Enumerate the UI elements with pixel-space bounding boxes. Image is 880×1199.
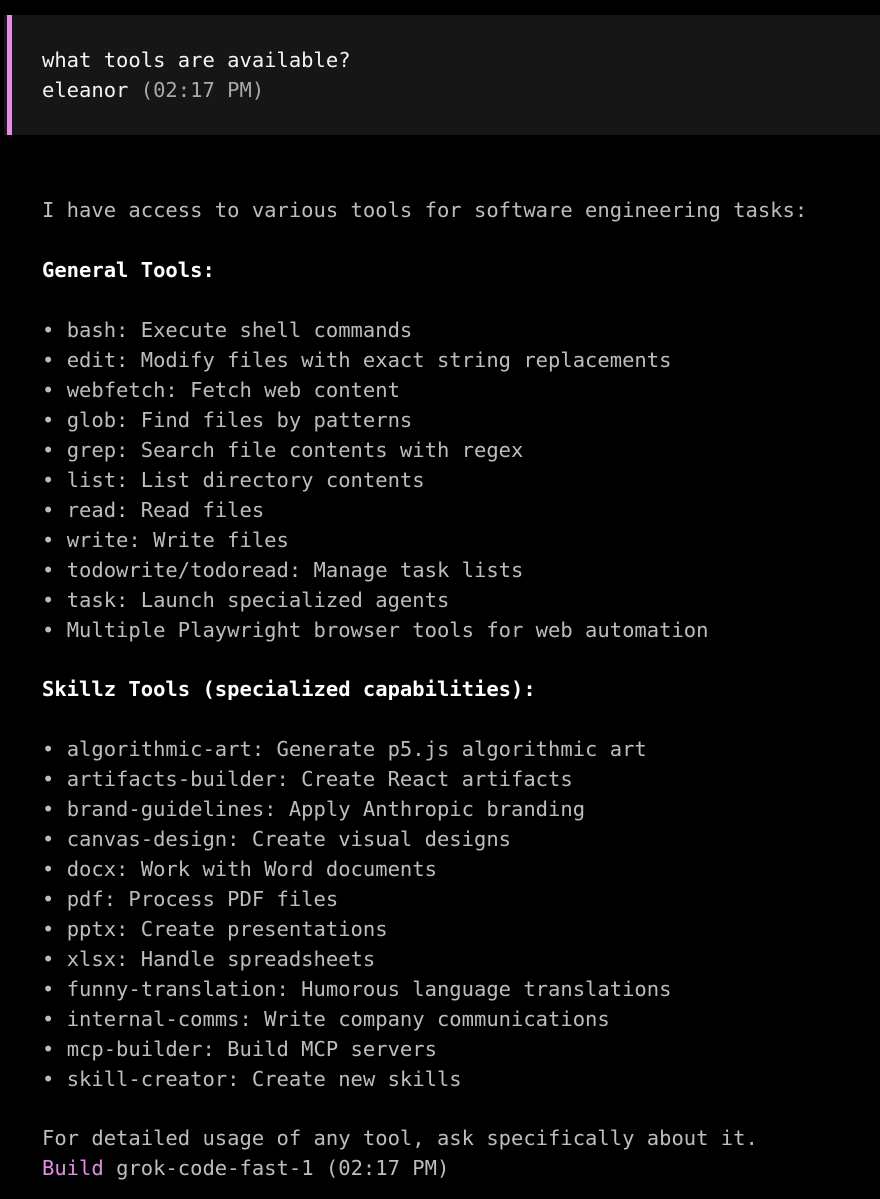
bullet-icon: • xyxy=(42,528,55,552)
skillz-tool-item-text: pdf: Process PDF files xyxy=(66,887,339,911)
bullet-icon: • xyxy=(42,408,55,432)
general-tool-item-text: read: Read files xyxy=(66,498,265,522)
skillz-tool-item-text: skill-creator: Create new skills xyxy=(66,1067,462,1091)
bullet-icon: • xyxy=(42,767,55,791)
skillz-tool-item-text: internal-comms: Write company communications xyxy=(66,1007,610,1031)
general-tool-item xyxy=(42,615,708,645)
general-tool-item xyxy=(42,405,412,435)
skillz-tool-item-text: algorithmic-art: Generate p5.js algorithmic art xyxy=(66,737,647,761)
user-message-accent-bar xyxy=(7,15,12,135)
user-message-author: eleanor xyxy=(42,78,129,102)
skillz-tool-item xyxy=(42,1004,610,1034)
general-tool-item-text: write: Write files xyxy=(66,528,289,552)
skillz-tool-item xyxy=(42,764,573,794)
skillz-tool-item-text: docx: Work with Word documents xyxy=(66,857,437,881)
bullet-icon: • xyxy=(42,318,55,342)
bullet-icon: • xyxy=(42,378,55,402)
general-tool-item-text: task: Launch specialized agents xyxy=(66,588,450,612)
general-tool-item-text: Multiple Playwright browser tools for web automation xyxy=(66,618,709,642)
skillz-tools-heading: Skillz Tools (specialized capabilities): xyxy=(42,677,536,701)
bullet-icon: • xyxy=(42,947,55,971)
skillz-tool-item xyxy=(42,914,388,944)
user-message-time: (02:17 PM) xyxy=(140,78,265,102)
skillz-tool-item-text: mcp-builder: Build MCP servers xyxy=(66,1037,437,1061)
skillz-tool-item xyxy=(42,884,338,914)
general-tool-item xyxy=(42,345,671,375)
skillz-tool-item xyxy=(42,974,671,1004)
general-tool-item xyxy=(42,435,523,465)
bullet-icon: • xyxy=(42,588,55,612)
general-tool-item xyxy=(42,375,400,405)
bullet-icon: • xyxy=(42,348,55,372)
bullet-icon: • xyxy=(42,737,55,761)
skillz-tool-item xyxy=(42,1064,462,1094)
bullet-icon: • xyxy=(42,618,55,642)
general-tool-item-text: todowrite/todoread: Manage task lists xyxy=(66,558,524,582)
general-tool-item xyxy=(42,585,449,615)
mode-label: Build xyxy=(42,1156,104,1180)
response-outro: For detailed usage of any tool, ask specifically about it. xyxy=(42,1126,758,1150)
skillz-tool-item xyxy=(42,794,585,824)
skillz-tool-item xyxy=(42,944,375,974)
skillz-tool-item xyxy=(42,854,437,884)
response-footer xyxy=(42,1153,449,1183)
bullet-icon: • xyxy=(42,1007,55,1031)
bullet-icon: • xyxy=(42,438,55,462)
bullet-icon: • xyxy=(42,977,55,1001)
bullet-icon: • xyxy=(42,827,55,851)
bullet-icon: • xyxy=(42,857,55,881)
skillz-tool-item-text: artifacts-builder: Create React artifacts xyxy=(66,767,573,791)
skillz-tool-item-text: funny-translation: Humorous language translations xyxy=(66,977,672,1001)
bullet-icon: • xyxy=(42,917,55,941)
skillz-tool-item-text: canvas-design: Create visual designs xyxy=(66,827,512,851)
bullet-icon: • xyxy=(42,1067,55,1091)
general-tool-item xyxy=(42,315,412,345)
general-tool-item xyxy=(42,495,264,525)
bullet-icon: • xyxy=(42,498,55,522)
response-time: (02:17 PM) xyxy=(325,1156,450,1180)
bullet-icon: • xyxy=(42,468,55,492)
bullet-icon: • xyxy=(42,1037,55,1061)
bullet-icon: • xyxy=(42,558,55,582)
bullet-icon: • xyxy=(42,887,55,911)
general-tool-item-text: webfetch: Fetch web content xyxy=(66,378,400,402)
skillz-tool-item-text: xlsx: Handle spreadsheets xyxy=(66,947,376,971)
user-message-meta xyxy=(42,75,264,105)
general-tool-item xyxy=(42,555,523,585)
model-name: grok-code-fast-1 xyxy=(116,1156,314,1180)
general-tool-item-text: bash: Execute shell commands xyxy=(66,318,413,342)
response-intro: I have access to various tools for software engineering tasks: xyxy=(42,198,808,222)
general-tool-item-text: list: List directory contents xyxy=(66,468,425,492)
skillz-tool-item-text: pptx: Create presentations xyxy=(66,917,388,941)
general-tool-item-text: glob: Find files by patterns xyxy=(66,408,413,432)
general-tool-item xyxy=(42,525,289,555)
skillz-tool-item xyxy=(42,734,647,764)
general-tool-item xyxy=(42,465,425,495)
general-tools-heading: General Tools: xyxy=(42,258,215,282)
general-tool-item-text: grep: Search file contents with regex xyxy=(66,438,524,462)
user-message-text: what tools are available? xyxy=(42,48,351,72)
bullet-icon: • xyxy=(42,797,55,821)
general-tool-item-text: edit: Modify files with exact string replacements xyxy=(66,348,672,372)
skillz-tool-item xyxy=(42,1034,437,1064)
skillz-tool-item-text: brand-guidelines: Apply Anthropic branding xyxy=(66,797,586,821)
skillz-tool-item xyxy=(42,824,511,854)
